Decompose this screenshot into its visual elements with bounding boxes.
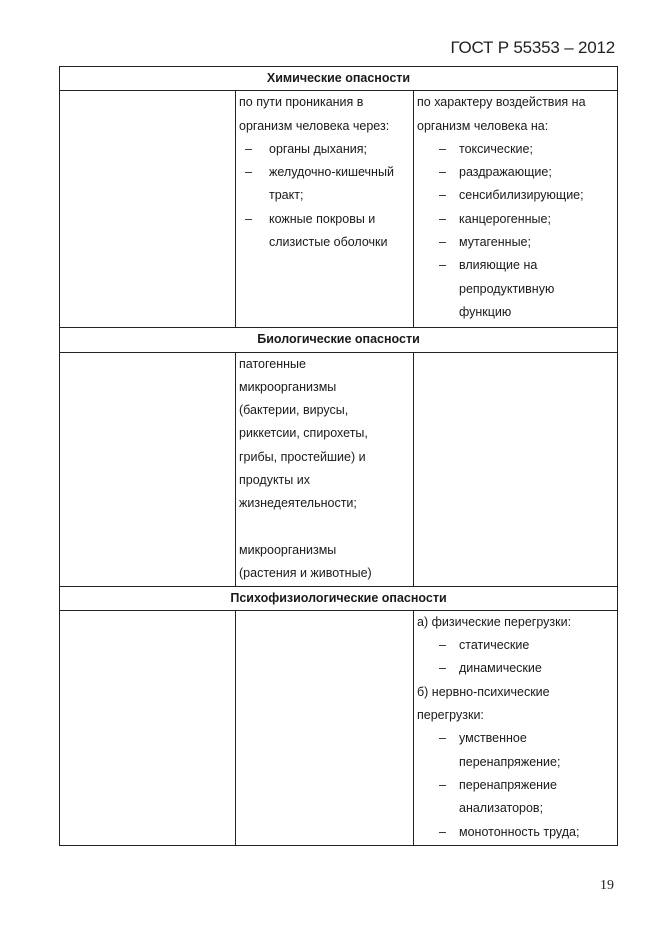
list-item: – статические	[439, 638, 530, 653]
hazards-table	[59, 66, 618, 846]
intro-line: по пути проникания в	[239, 95, 364, 110]
empty-cell	[60, 610, 236, 845]
biological-agents-cell	[236, 352, 414, 586]
chemical-penetration-cell	[236, 91, 414, 328]
bio-paragraph-2: микроорганизмы (растения и животные)	[239, 542, 372, 581]
penetration-intro	[239, 91, 410, 138]
empty-cell	[236, 610, 414, 845]
effect-intro	[417, 91, 614, 138]
list-item: – мутагенные;	[439, 235, 531, 250]
document-code: ГОСТ Р 55353 – 2012	[450, 38, 615, 57]
list-item: – умственное перенапряжение;	[439, 731, 561, 769]
list-item: – токсические;	[439, 141, 533, 156]
neuro-overloads-label: б) нервно-психические перегрузки:	[417, 684, 550, 723]
page-number: 19	[600, 878, 614, 893]
penetration-list	[239, 138, 410, 254]
list-item: – органы дыхания;	[245, 141, 367, 156]
chemical-effect-cell	[414, 91, 618, 328]
intro-line: организм человека через:	[239, 118, 390, 133]
section-title-psycho: Психофизиологические опасности	[60, 586, 618, 610]
empty-cell	[60, 352, 236, 586]
list-item: – влияющие на репродуктивную функцию	[439, 258, 555, 319]
effect-list	[417, 138, 614, 324]
list-item: – динамические	[439, 661, 542, 676]
list-item: – желудочно-кишечный тракт;	[245, 165, 394, 203]
intro-line: организм человека на:	[417, 118, 549, 133]
section-title-biological: Биологические опасности	[60, 328, 618, 352]
list-item: – кожные покровы и слизистые оболочки	[245, 211, 388, 250]
physical-overloads-label: а) физические перегрузки:	[417, 614, 572, 629]
neuro-overloads-list	[417, 727, 614, 843]
empty-cell	[414, 352, 618, 586]
physical-overloads-list	[417, 634, 614, 681]
section-title-chemical: Химические опасности	[60, 67, 618, 91]
list-item: – раздражающие;	[439, 165, 552, 180]
bio-paragraph-1: патогенные микроорганизмы (бактерии, вирусы, риккетсии, спирохеты, грибы, простейшие) и продукты их жизнедеятельности;	[239, 356, 368, 511]
list-item: – канцерогенные;	[439, 211, 551, 226]
psycho-overloads-cell	[414, 610, 618, 845]
intro-line: по характеру воздействия на	[417, 95, 586, 110]
list-item: – перенапряжение анализаторов;	[439, 777, 557, 816]
list-item: – монотонность труда;	[439, 824, 580, 839]
empty-cell	[60, 91, 236, 328]
list-item: – сенсибилизирующие;	[439, 188, 584, 203]
